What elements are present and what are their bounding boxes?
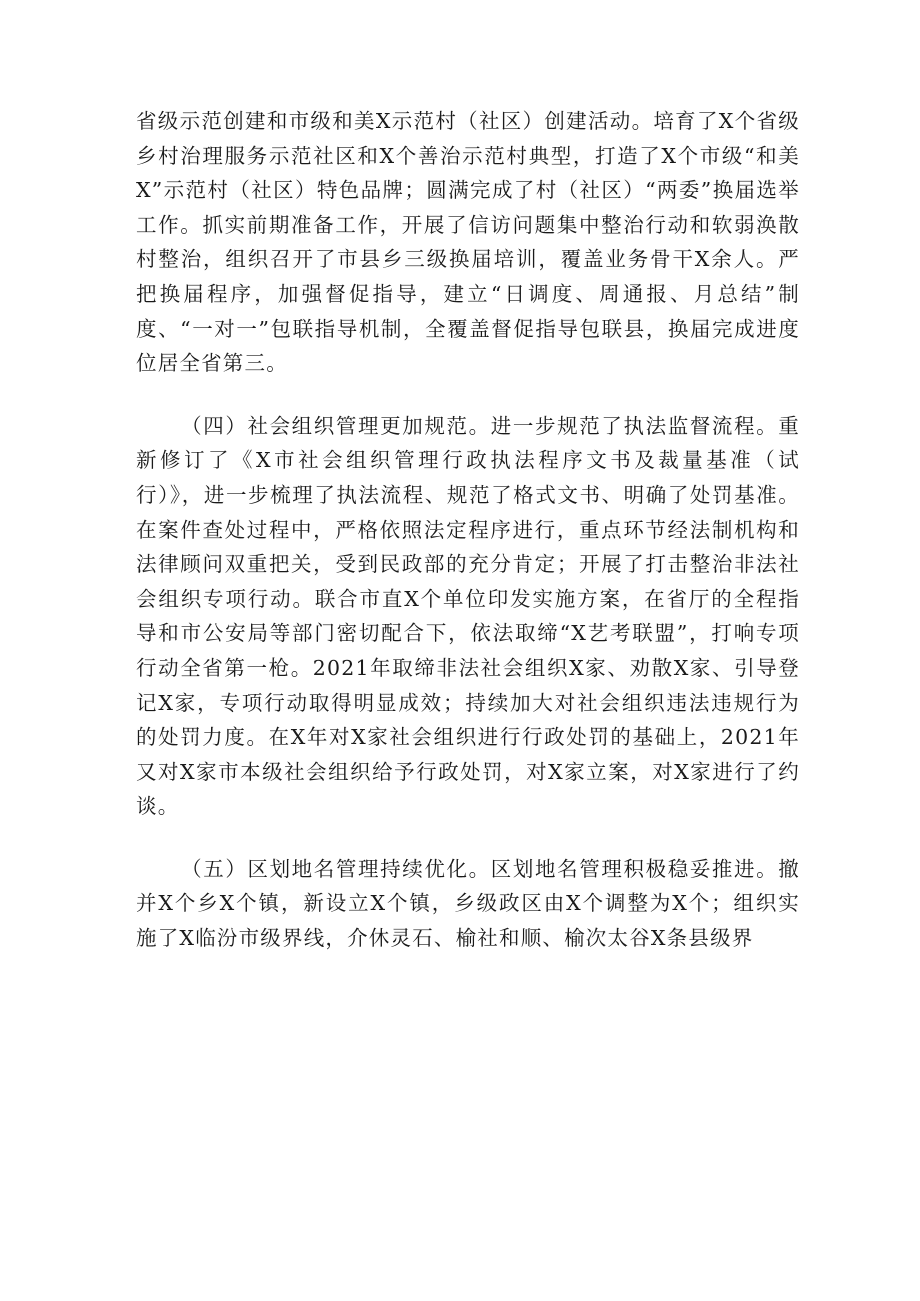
paragraph-spacer [136,381,800,409]
paragraph-continued: 省级示范创建和市级和美X示范村（社区）创建活动。培育了X个省级乡村治理服务示范社区和X个善治示范村典型，打造了X个市级“和美X”示范村（社区）特色品牌；圆满完成了村（社区）“两委”换届选举工作。抓实前期准备工作，开展了信访问题集中整治行动和软弱涣散村整治，组织召开了市县乡三级换届培训，覆盖业务骨干X余人。严把换届程序，加强督促指导，建立“日调度、周通报、月总结”制度、“一对一”包联指导机制，全覆盖督促指导包联县，换届完成进度位居全省第三。 [136,109,800,376]
paragraph-section-4: （四）社会组织管理更加规范。进一步规范了执法监督流程。重新修订了《X市社会组织管理行政执法程序文书及裁量基准（试行）》，进一步梳理了执法流程、规范了格式文书、明确了处罚基准。在案件查处过程中，严格依照法定程序进行，重点环节经法制机构和法律顾问双重把关，受到民政部的充分肯定；开展了打击整治非法社会组织专项行动。联合市直X个单位印发实施方案，在省厅的全程指导和市公安局等部门密切配合下，依法取缔“X艺考联盟”，打响专项行动全省第一枪。2021年取缔非法社会组织X家、劝散X家、引导登记X家，专项行动取得明显成效；持续加大对社会组织违法违规行为的处罚力度。在X年对X家社会组织进行行政处罚的基础上，2021年又对X家市本级社会组织给予行政处罚，对X家立案，对X家进行了约谈。 [136,413,800,819]
paragraph-spacer [136,824,800,852]
paragraph-section-5: （五）区划地名管理持续优化。区划地名管理积极稳妥推进。撤并X个乡X个镇，新设立X个镇，乡级政区由X个调整为X个；组织实施了X临汾市级界线，介休灵石、榆社和顺、榆次太谷X条县级界 [136,856,800,951]
